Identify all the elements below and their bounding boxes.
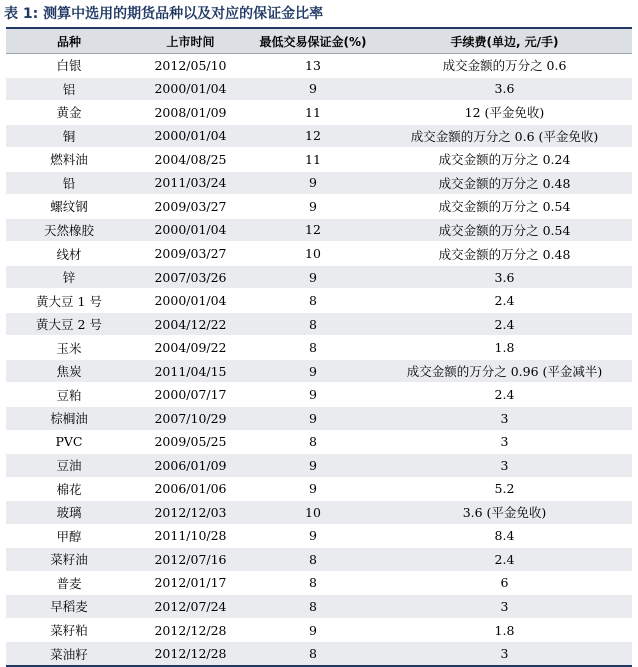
listing-date-cell: 2000/01/04 <box>132 124 249 148</box>
variety-cell: 玉米 <box>6 336 132 360</box>
fee-cell: 3 <box>377 595 632 619</box>
fee-cell: 1.8 <box>377 618 632 642</box>
fee-cell: 6 <box>377 571 632 595</box>
table-row <box>6 242 632 266</box>
listing-date-cell: 2000/01/04 <box>132 289 249 313</box>
listing-date-cell: 2006/01/06 <box>132 477 249 501</box>
table-row <box>6 524 632 548</box>
min-margin-cell: 8 <box>249 571 377 595</box>
min-margin-cell: 11 <box>249 148 377 172</box>
variety-cell: 菜籽粕 <box>6 618 132 642</box>
variety-cell: 黄金 <box>6 101 132 125</box>
column-header-listing-date: 上市时间 <box>132 28 249 54</box>
variety-cell: 玻璃 <box>6 501 132 525</box>
min-margin-cell: 8 <box>249 312 377 336</box>
variety-cell: 棕榈油 <box>6 406 132 430</box>
min-margin-cell: 9 <box>249 171 377 195</box>
listing-date-cell: 2009/05/25 <box>132 430 249 454</box>
variety-cell: 铝 <box>6 77 132 101</box>
min-margin-cell: 8 <box>249 642 377 666</box>
table-row <box>6 336 632 360</box>
listing-date-cell: 2000/01/04 <box>132 218 249 242</box>
column-header-min-margin: 最低交易保证金(%) <box>249 28 377 54</box>
fee-cell: 2.4 <box>377 383 632 407</box>
margin-table <box>6 27 632 667</box>
table-row <box>6 148 632 172</box>
listing-date-cell: 2008/01/09 <box>132 101 249 125</box>
min-margin-cell: 9 <box>249 195 377 219</box>
fee-cell: 成交金额的万分之 0.24 <box>377 148 632 172</box>
fee-cell: 1.8 <box>377 336 632 360</box>
variety-cell: 棉花 <box>6 477 132 501</box>
listing-date-cell: 2012/05/10 <box>132 54 249 78</box>
fee-cell: 成交金额的万分之 0.54 <box>377 195 632 219</box>
variety-cell: 白银 <box>6 54 132 78</box>
fee-cell: 12 (平金免收) <box>377 101 632 125</box>
fee-cell: 成交金额的万分之 0.48 <box>377 242 632 266</box>
min-margin-cell: 12 <box>249 124 377 148</box>
variety-cell: 普麦 <box>6 571 132 595</box>
listing-date-cell: 2006/01/09 <box>132 454 249 478</box>
listing-date-cell: 2012/12/28 <box>132 618 249 642</box>
table-row <box>6 548 632 572</box>
listing-date-cell: 2000/01/04 <box>132 77 249 101</box>
listing-date-cell: 2004/08/25 <box>132 148 249 172</box>
variety-cell: 早稻麦 <box>6 595 132 619</box>
variety-cell: 豆油 <box>6 454 132 478</box>
fee-cell: 3 <box>377 454 632 478</box>
min-margin-cell: 9 <box>249 77 377 101</box>
table-row <box>6 618 632 642</box>
variety-cell: 黄大豆 2 号 <box>6 312 132 336</box>
table-row <box>6 77 632 101</box>
min-margin-cell: 9 <box>249 383 377 407</box>
listing-date-cell: 2009/03/27 <box>132 242 249 266</box>
listing-date-cell: 2012/07/16 <box>132 548 249 572</box>
table-header <box>6 28 632 54</box>
listing-date-cell: 2012/07/24 <box>132 595 249 619</box>
min-margin-cell: 13 <box>249 54 377 78</box>
min-margin-cell: 8 <box>249 548 377 572</box>
variety-cell: 铅 <box>6 171 132 195</box>
variety-cell: 锌 <box>6 265 132 289</box>
listing-date-cell: 2007/03/26 <box>132 265 249 289</box>
listing-date-cell: 2012/01/17 <box>132 571 249 595</box>
variety-cell: PVC <box>6 430 132 454</box>
table-row <box>6 642 632 666</box>
listing-date-cell: 2004/12/22 <box>132 312 249 336</box>
table-body <box>6 54 632 666</box>
listing-date-cell: 2000/07/17 <box>132 383 249 407</box>
min-margin-cell: 9 <box>249 477 377 501</box>
table-row <box>6 218 632 242</box>
fee-cell: 5.2 <box>377 477 632 501</box>
table-row <box>6 501 632 525</box>
min-margin-cell: 10 <box>249 242 377 266</box>
fee-cell: 2.4 <box>377 312 632 336</box>
table-row <box>6 383 632 407</box>
variety-cell: 黄大豆 1 号 <box>6 289 132 313</box>
fee-cell: 3 <box>377 430 632 454</box>
variety-cell: 菜油籽 <box>6 642 132 666</box>
table-row <box>6 101 632 125</box>
fee-cell: 成交金额的万分之 0.48 <box>377 171 632 195</box>
min-margin-cell: 9 <box>249 454 377 478</box>
table-row <box>6 54 632 78</box>
table-row <box>6 454 632 478</box>
table-row <box>6 406 632 430</box>
fee-cell: 成交金额的万分之 0.54 <box>377 218 632 242</box>
min-margin-cell: 9 <box>249 524 377 548</box>
min-margin-cell: 9 <box>249 265 377 289</box>
min-margin-cell: 12 <box>249 218 377 242</box>
min-margin-cell: 8 <box>249 595 377 619</box>
column-header-fee: 手续费(单边, 元/手) <box>377 28 632 54</box>
min-margin-cell: 11 <box>249 101 377 125</box>
fee-cell: 成交金额的万分之 0.6 (平金免收) <box>377 124 632 148</box>
fee-cell: 3.6 <box>377 77 632 101</box>
variety-cell: 甲醇 <box>6 524 132 548</box>
table-caption: 表 1: 测算中选用的期货品种以及对应的保证金比率 <box>4 6 324 22</box>
variety-cell: 天然橡胶 <box>6 218 132 242</box>
fee-cell: 8.4 <box>377 524 632 548</box>
variety-cell: 菜籽油 <box>6 548 132 572</box>
listing-date-cell: 2007/10/29 <box>132 406 249 430</box>
variety-cell: 螺纹钢 <box>6 195 132 219</box>
table-row <box>6 171 632 195</box>
table-row <box>6 477 632 501</box>
min-margin-cell: 9 <box>249 618 377 642</box>
variety-cell: 线材 <box>6 242 132 266</box>
table-row <box>6 312 632 336</box>
variety-cell: 焦炭 <box>6 359 132 383</box>
min-margin-cell: 8 <box>249 289 377 313</box>
listing-date-cell: 2011/10/28 <box>132 524 249 548</box>
listing-date-cell: 2012/12/03 <box>132 501 249 525</box>
fee-cell: 3.6 (平金免收) <box>377 501 632 525</box>
min-margin-cell: 8 <box>249 430 377 454</box>
table-row <box>6 571 632 595</box>
table-row <box>6 430 632 454</box>
fee-cell: 3 <box>377 642 632 666</box>
variety-cell: 燃料油 <box>6 148 132 172</box>
fee-cell: 3 <box>377 406 632 430</box>
fee-cell: 2.4 <box>377 289 632 313</box>
min-margin-cell: 9 <box>249 406 377 430</box>
listing-date-cell: 2011/03/24 <box>132 171 249 195</box>
table-row <box>6 265 632 289</box>
table-row <box>6 124 632 148</box>
min-margin-cell: 8 <box>249 336 377 360</box>
listing-date-cell: 2012/12/28 <box>132 642 249 666</box>
listing-date-cell: 2011/04/15 <box>132 359 249 383</box>
listing-date-cell: 2004/09/22 <box>132 336 249 360</box>
variety-cell: 铜 <box>6 124 132 148</box>
fee-cell: 3.6 <box>377 265 632 289</box>
table-row <box>6 595 632 619</box>
min-margin-cell: 9 <box>249 359 377 383</box>
variety-cell: 豆粕 <box>6 383 132 407</box>
table-row <box>6 289 632 313</box>
listing-date-cell: 2009/03/27 <box>132 195 249 219</box>
table-row <box>6 359 632 383</box>
fee-cell: 成交金额的万分之 0.96 (平金减半) <box>377 359 632 383</box>
fee-cell: 成交金额的万分之 0.6 <box>377 54 632 78</box>
table-row <box>6 195 632 219</box>
min-margin-cell: 10 <box>249 501 377 525</box>
column-header-variety: 品种 <box>6 28 132 54</box>
header-row <box>6 28 632 54</box>
fee-cell: 2.4 <box>377 548 632 572</box>
